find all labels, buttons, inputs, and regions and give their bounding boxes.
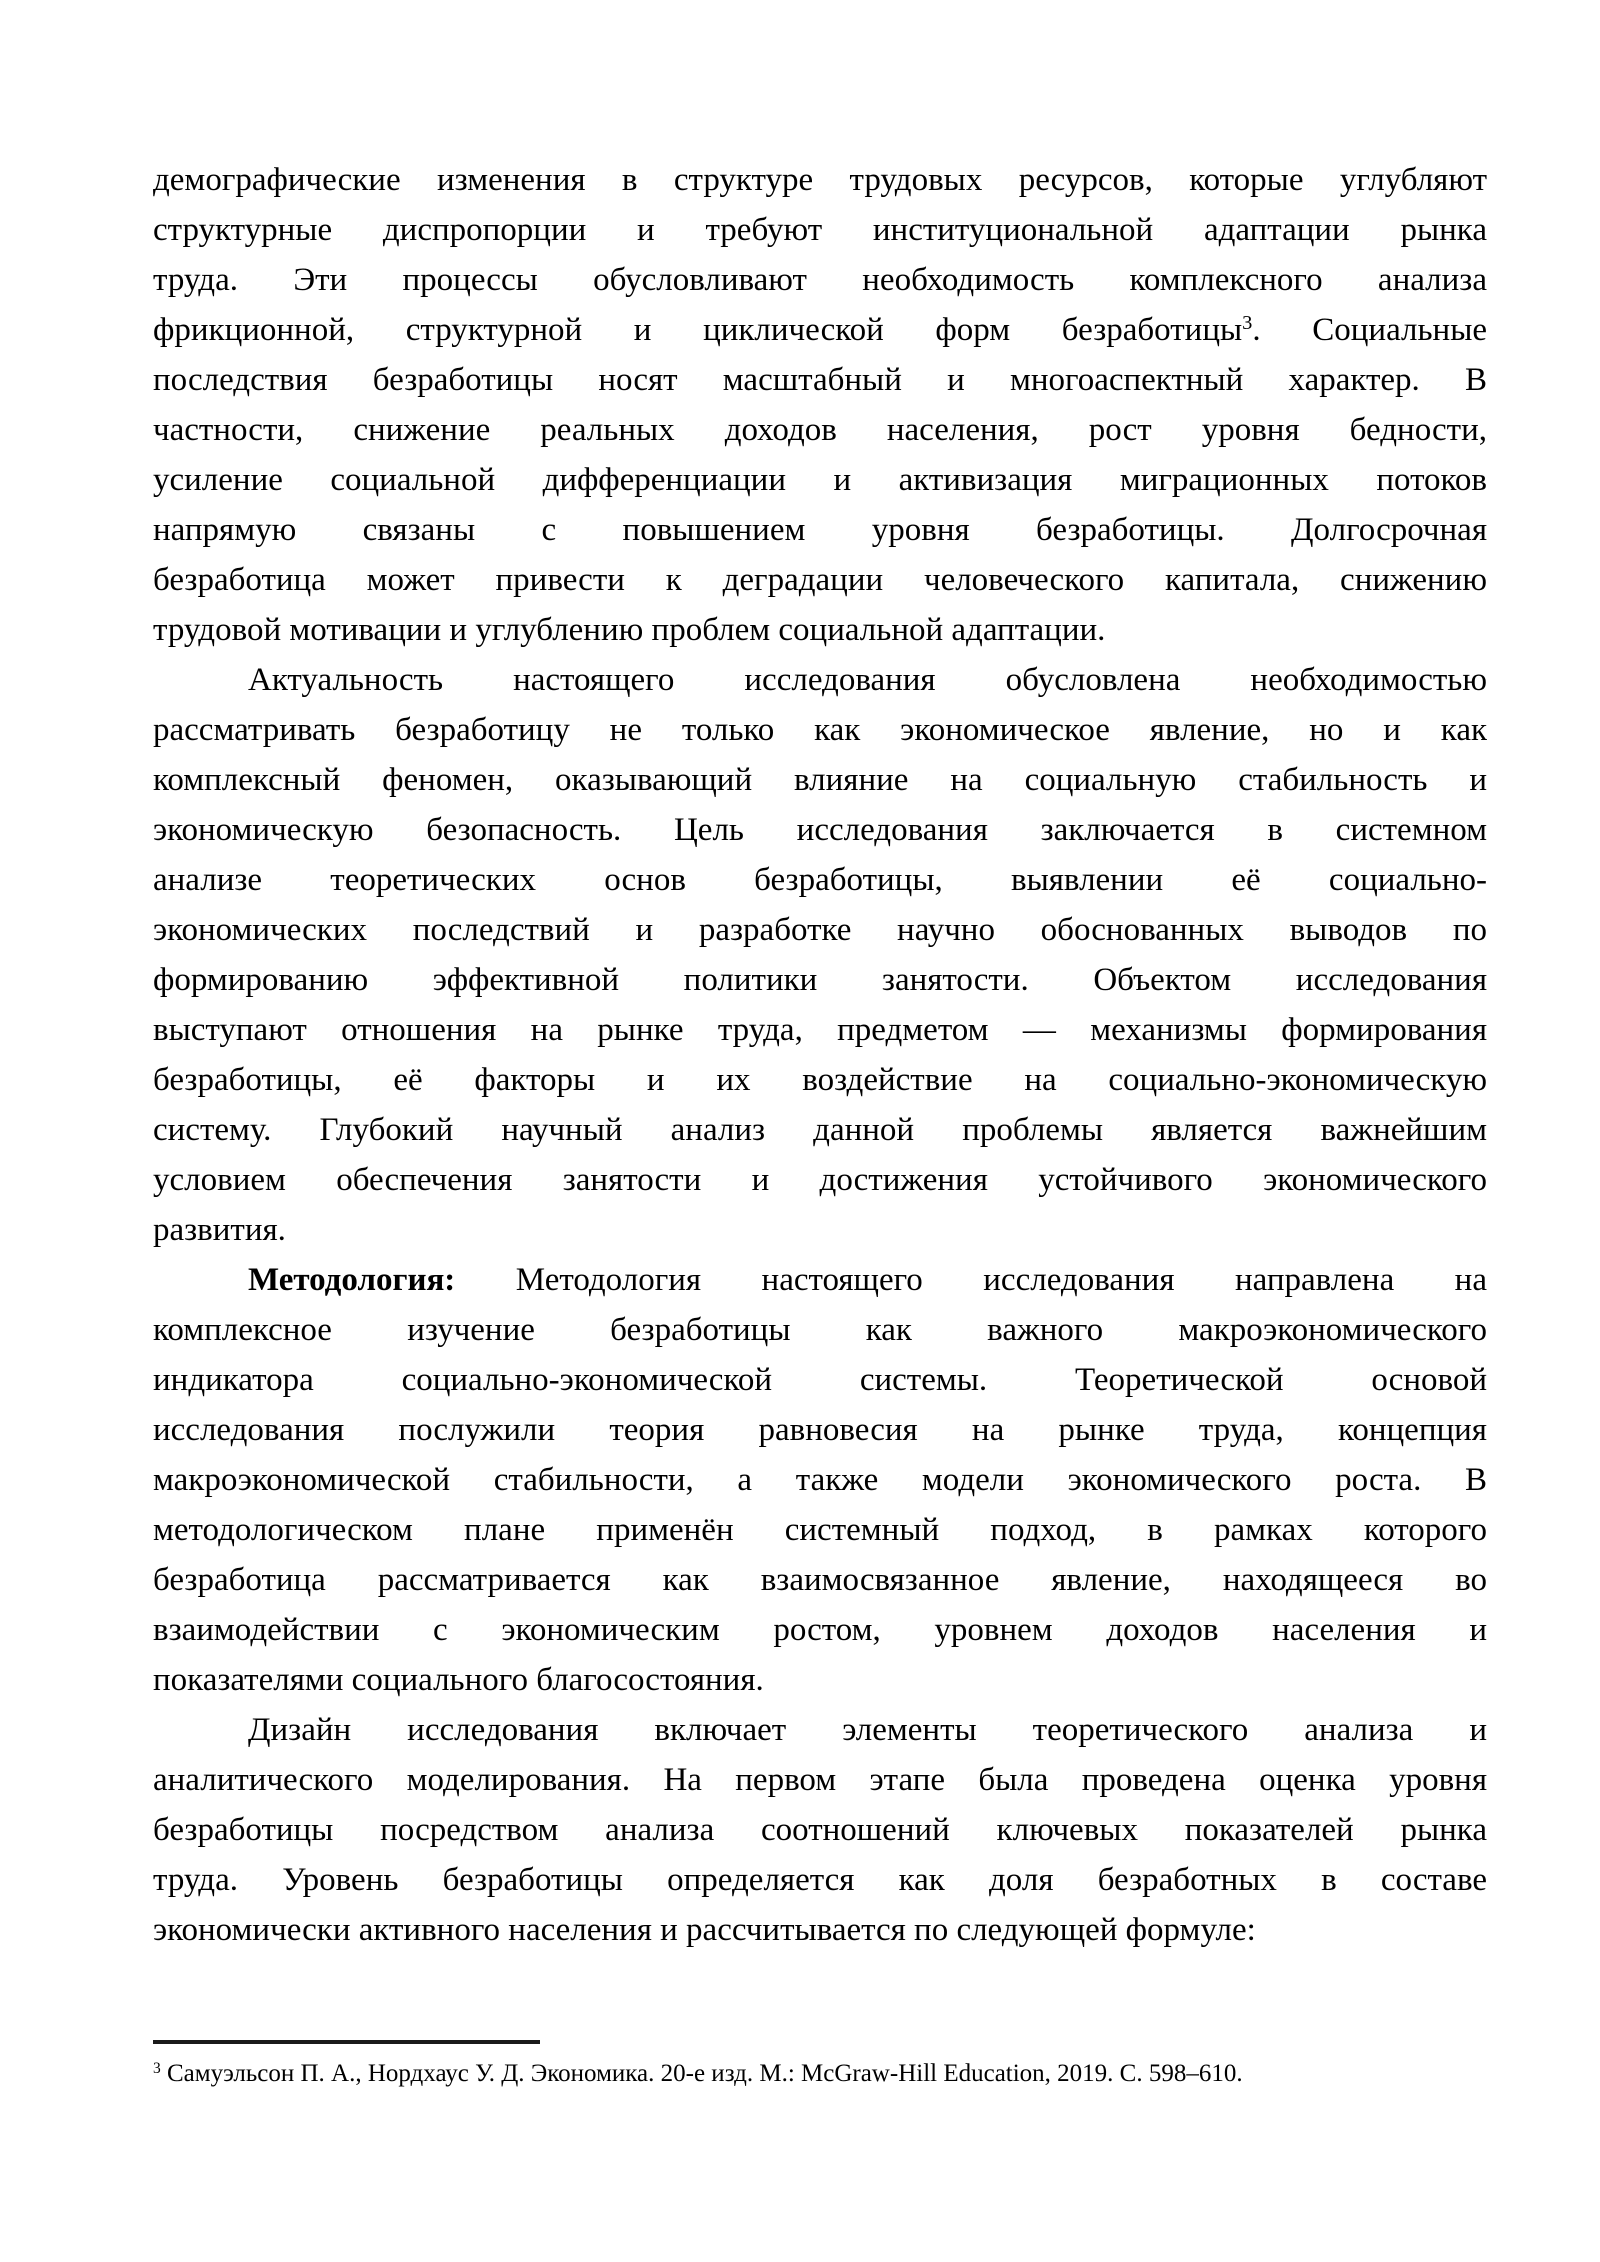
text-line	[153, 1355, 1487, 1405]
text-line	[153, 1155, 1487, 1205]
text-run: комплексный феномен, оказывающий влияние на социальную стабильность и	[153, 762, 1487, 798]
text-line	[153, 805, 1487, 855]
text-run: напрямую связаны с повышением уровня безработицы. Долгосрочная	[153, 512, 1487, 548]
text-line	[153, 655, 1487, 705]
text-run: Методология настоящего исследования направлена на	[455, 1262, 1487, 1298]
text-run: безработица рассматривается как взаимосвязанное явление, находящееся во	[153, 1562, 1487, 1598]
text-line	[153, 455, 1487, 505]
text-run: условием обеспечения занятости и достижения устойчивого экономического	[153, 1162, 1487, 1198]
text-line	[153, 1755, 1487, 1805]
text-run: аналитического моделирования. На первом этапе была проведена оценка уровня	[153, 1762, 1487, 1798]
footnote-marker: 3	[153, 2060, 161, 2078]
text-line	[153, 1055, 1487, 1105]
text-run: исследования послужили теория равновесия на рынке труда, концепция	[153, 1412, 1487, 1448]
text-run: анализе теоретических основ безработицы, выявлении её социально-	[153, 862, 1487, 898]
text-run: Актуальность настоящего исследования обусловлена необходимостью	[248, 662, 1487, 698]
text-line	[153, 1305, 1487, 1355]
body-text	[153, 155, 1487, 1955]
text-line	[153, 755, 1487, 805]
text-run: методологическом плане применён системный подход, в рамках которого	[153, 1512, 1487, 1548]
paragraph	[153, 1705, 1487, 1955]
text-run: усиление социальной дифференциации и активизация миграционных потоков	[153, 462, 1487, 498]
text-run: демографические изменения в структуре трудовых ресурсов, которые углубляют	[153, 162, 1487, 198]
text-run: развития.	[153, 1212, 286, 1248]
text-line	[153, 155, 1487, 205]
text-line	[153, 405, 1487, 455]
text-line	[153, 705, 1487, 755]
footnote	[153, 2058, 1487, 2090]
bold-run: Методология:	[248, 1262, 456, 1298]
text-line	[153, 1905, 1487, 1955]
text-run: структурные диспропорции и требуют институциональной адаптации рынка	[153, 212, 1487, 248]
text-line	[153, 1105, 1487, 1155]
text-run: Дизайн исследования включает элементы теоретического анализа и	[248, 1712, 1487, 1748]
text-line	[153, 305, 1487, 355]
text-line	[153, 255, 1487, 305]
text-run: труда. Уровень безработицы определяется как доля безработных в составе	[153, 1862, 1487, 1898]
footnote-separator	[153, 2040, 540, 2044]
paragraph	[153, 155, 1487, 655]
text-line	[153, 855, 1487, 905]
text-line	[153, 1605, 1487, 1655]
text-run: экономически активного населения и рассчитывается по следующей формуле:	[153, 1912, 1256, 1948]
text-run: индикатора социально-экономической системы. Теоретической основой	[153, 1362, 1487, 1398]
text-line	[153, 1205, 1487, 1255]
text-line	[153, 1255, 1487, 1305]
footnote-reference: 3	[1242, 311, 1253, 334]
text-line	[153, 1655, 1487, 1705]
paragraph	[153, 655, 1487, 1255]
text-run: экономических последствий и разработке научно обоснованных выводов по	[153, 912, 1487, 948]
text-run: рассматривать безработицу не только как экономическое явление, но и как	[153, 712, 1487, 748]
text-run: экономическую безопасность. Цель исследования заключается в системном	[153, 812, 1487, 848]
text-line	[153, 1805, 1487, 1855]
text-line	[153, 1855, 1487, 1905]
text-line	[153, 1405, 1487, 1455]
text-run: систему. Глубокий научный анализ данной проблемы является важнейшим	[153, 1112, 1487, 1148]
text-line	[153, 1555, 1487, 1605]
text-run: макроэкономической стабильности, а также модели экономического роста. В	[153, 1462, 1487, 1498]
text-run: трудовой мотивации и углублению проблем социальной адаптации.	[153, 612, 1106, 648]
text-run: безработицы посредством анализа соотношений ключевых показателей рынка	[153, 1812, 1487, 1848]
text-line	[153, 1455, 1487, 1505]
text-run: комплексное изучение безработицы как важного макроэкономического	[153, 1312, 1487, 1348]
text-run: последствия безработицы носят масштабный и многоаспектный характер. В	[153, 362, 1487, 398]
text-run: . Социальные	[1252, 312, 1487, 348]
footnote-text: Самуэльсон П. А., Нордхаус У. Д. Экономика. 20-е изд. М.: McGraw-Hill Education, 2019. С. 598–610.	[160, 2060, 1243, 2087]
text-line	[153, 605, 1487, 655]
text-line	[153, 505, 1487, 555]
paragraph	[153, 1255, 1487, 1705]
text-line	[153, 905, 1487, 955]
text-line	[153, 1505, 1487, 1555]
text-run: труда. Эти процессы обусловливают необходимость комплексного анализа	[153, 262, 1487, 298]
text-run: безработица может привести к деградации человеческого капитала, снижению	[153, 562, 1487, 598]
footnote-area	[153, 2040, 1487, 2090]
text-line	[153, 1005, 1487, 1055]
text-run: частности, снижение реальных доходов населения, рост уровня бедности,	[153, 412, 1487, 448]
text-line	[153, 555, 1487, 605]
text-line	[153, 355, 1487, 405]
text-run: формированию эффективной политики занятости. Объектом исследования	[153, 962, 1487, 998]
text-line	[153, 1705, 1487, 1755]
text-run: фрикционной, структурной и циклической форм безработицы	[153, 312, 1243, 348]
text-line	[153, 205, 1487, 255]
text-run: взаимодействии с экономическим ростом, уровнем доходов населения и	[153, 1612, 1487, 1648]
text-run: выступают отношения на рынке труда, предметом — механизмы формирования	[153, 1012, 1487, 1048]
text-line	[153, 955, 1487, 1005]
text-run: безработицы, её факторы и их воздействие на социально-экономическую	[153, 1062, 1487, 1098]
text-run: показателями социального благосостояния.	[153, 1662, 764, 1698]
